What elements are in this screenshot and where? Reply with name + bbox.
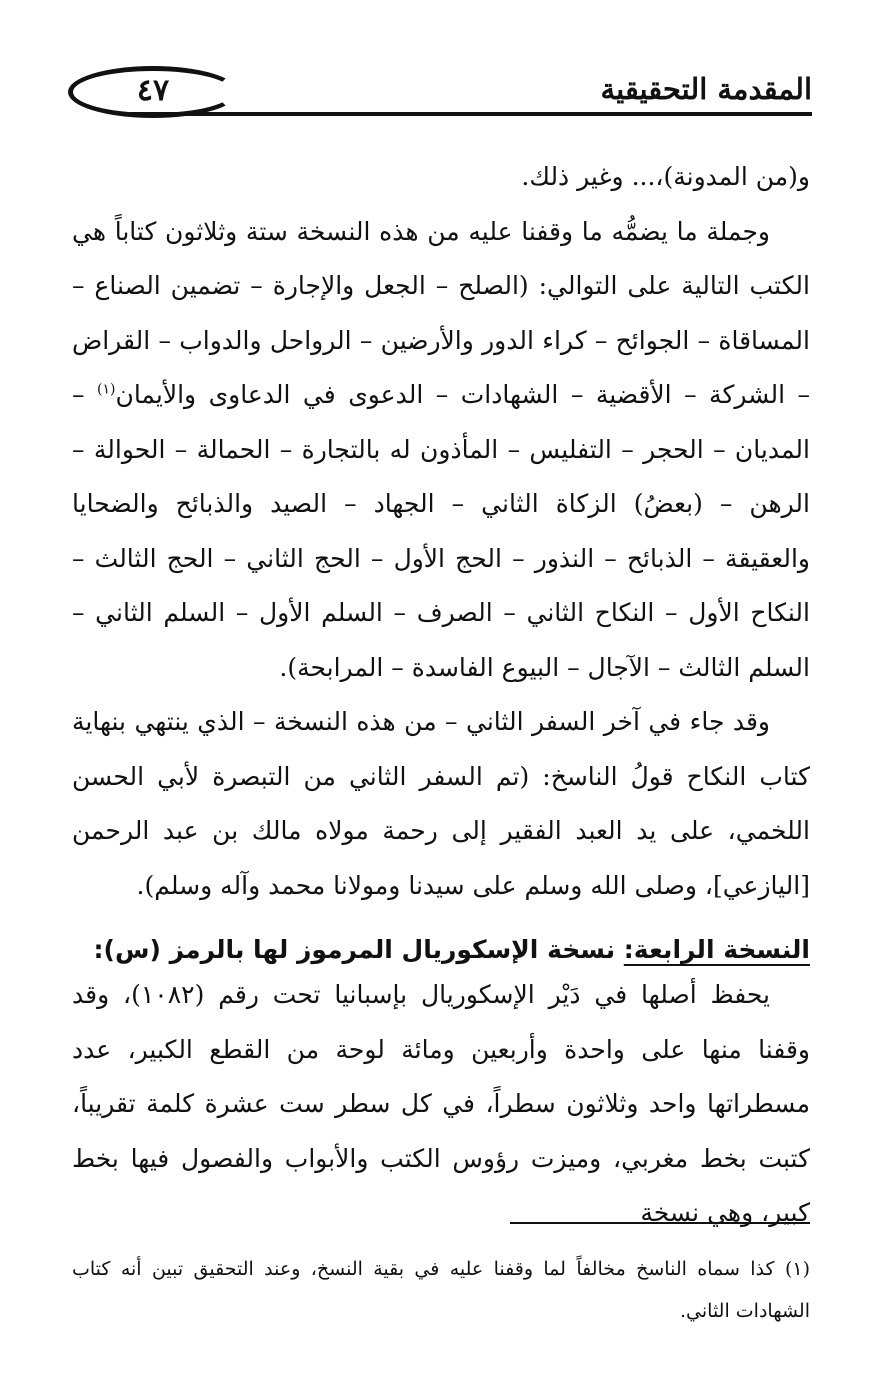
section-heading-text: نسخة الإسكوريال المرموز لها بالرمز (س): [93, 935, 624, 964]
paragraph-3: وقد جاء في آخر السفر الثاني – من هذه النسخة – الذي ينتهي بنهاية كتاب النكاح قولُ الناسخ: (تم السفر الثاني من التبصرة لأبي الحسن اللخمي، على يد العبد الفقير إلى رحمة مولاه مالك بن عبد الرحمن [اليازعي]، وصلى الله وسلم على سيدنا ومولانا محمد وآله وسلم). [72, 707, 810, 900]
footnote-reference: (١) [96, 381, 116, 398]
page-header [60, 58, 812, 116]
paragraph-2 [72, 205, 810, 696]
page-number: ٤٧ [136, 73, 170, 108]
paragraph-2-text-a: وجملة ما يضمُّه ما وقفنا عليه من هذه النسخة ستة وثلاثون كتاباً هي الكتب التالية على التوالي: (الصلح – الجعل والإجارة – تضمين الصناع – المساقاة – الجوائح – كراء الدور والأرضين – الرواحل والدواب – القراض – الشركة – الأقضية – الشهادات – الدعوى في الدعاوى والأيمان [72, 216, 810, 409]
footnote-marker: (١) [784, 1258, 810, 1280]
section-heading-label: النسخة الرابعة: [623, 935, 810, 964]
footnote [72, 1248, 810, 1332]
paragraph-4: يحفظ أصلها في دَيْر الإسكوريال بإسبانيا تحت رقم (١٠٨٢)، وقد وقفنا منها على واحدة وأربعين ومائة لوحة من القطع الكبير، عدد مسطراتها واحد وثلاثون سطراً، في كل سطر ست عشرة كلمة تقريباً، كتبت بخط مغربي، وميزت رؤوس الكتب والأبواب والفصول فيها بخط كبير، وهي نسخة [72, 980, 810, 1227]
running-header-title: المقدمة التحقيقية [600, 72, 812, 106]
header-rule [130, 112, 812, 116]
body-lower [72, 968, 810, 1241]
paragraph-2-text-b: – المديان – الحجر – التفليس – المأذون له بالتجارة – الحمالة – الحوالة – الرهن – (بعضُ) الزكاة الثاني – الجهاد – الصيد والذبائح والضحايا والعقيقة – الذبائح – النذور – الحج الأول – الحج الثاني – الحج الثالث – النكاح الأول – النكاح الثاني – الصرف – السلم الأول – السلم الثاني – السلم الثالث – الآجال – البيوع الفاسدة – المرابحة). [72, 380, 810, 682]
section-heading [94, 930, 810, 970]
paragraph-1: و(من المدونة)،... وغير ذلك. [521, 162, 810, 191]
footnote-separator [510, 1222, 810, 1224]
footnote-text: كذا سماه الناسخ مخالفاً لما وقفنا عليه في بقية النسخ، وعند التحقيق تبين أنه كتاب الشهادات الثاني. [72, 1258, 810, 1322]
body-upper [72, 150, 810, 913]
